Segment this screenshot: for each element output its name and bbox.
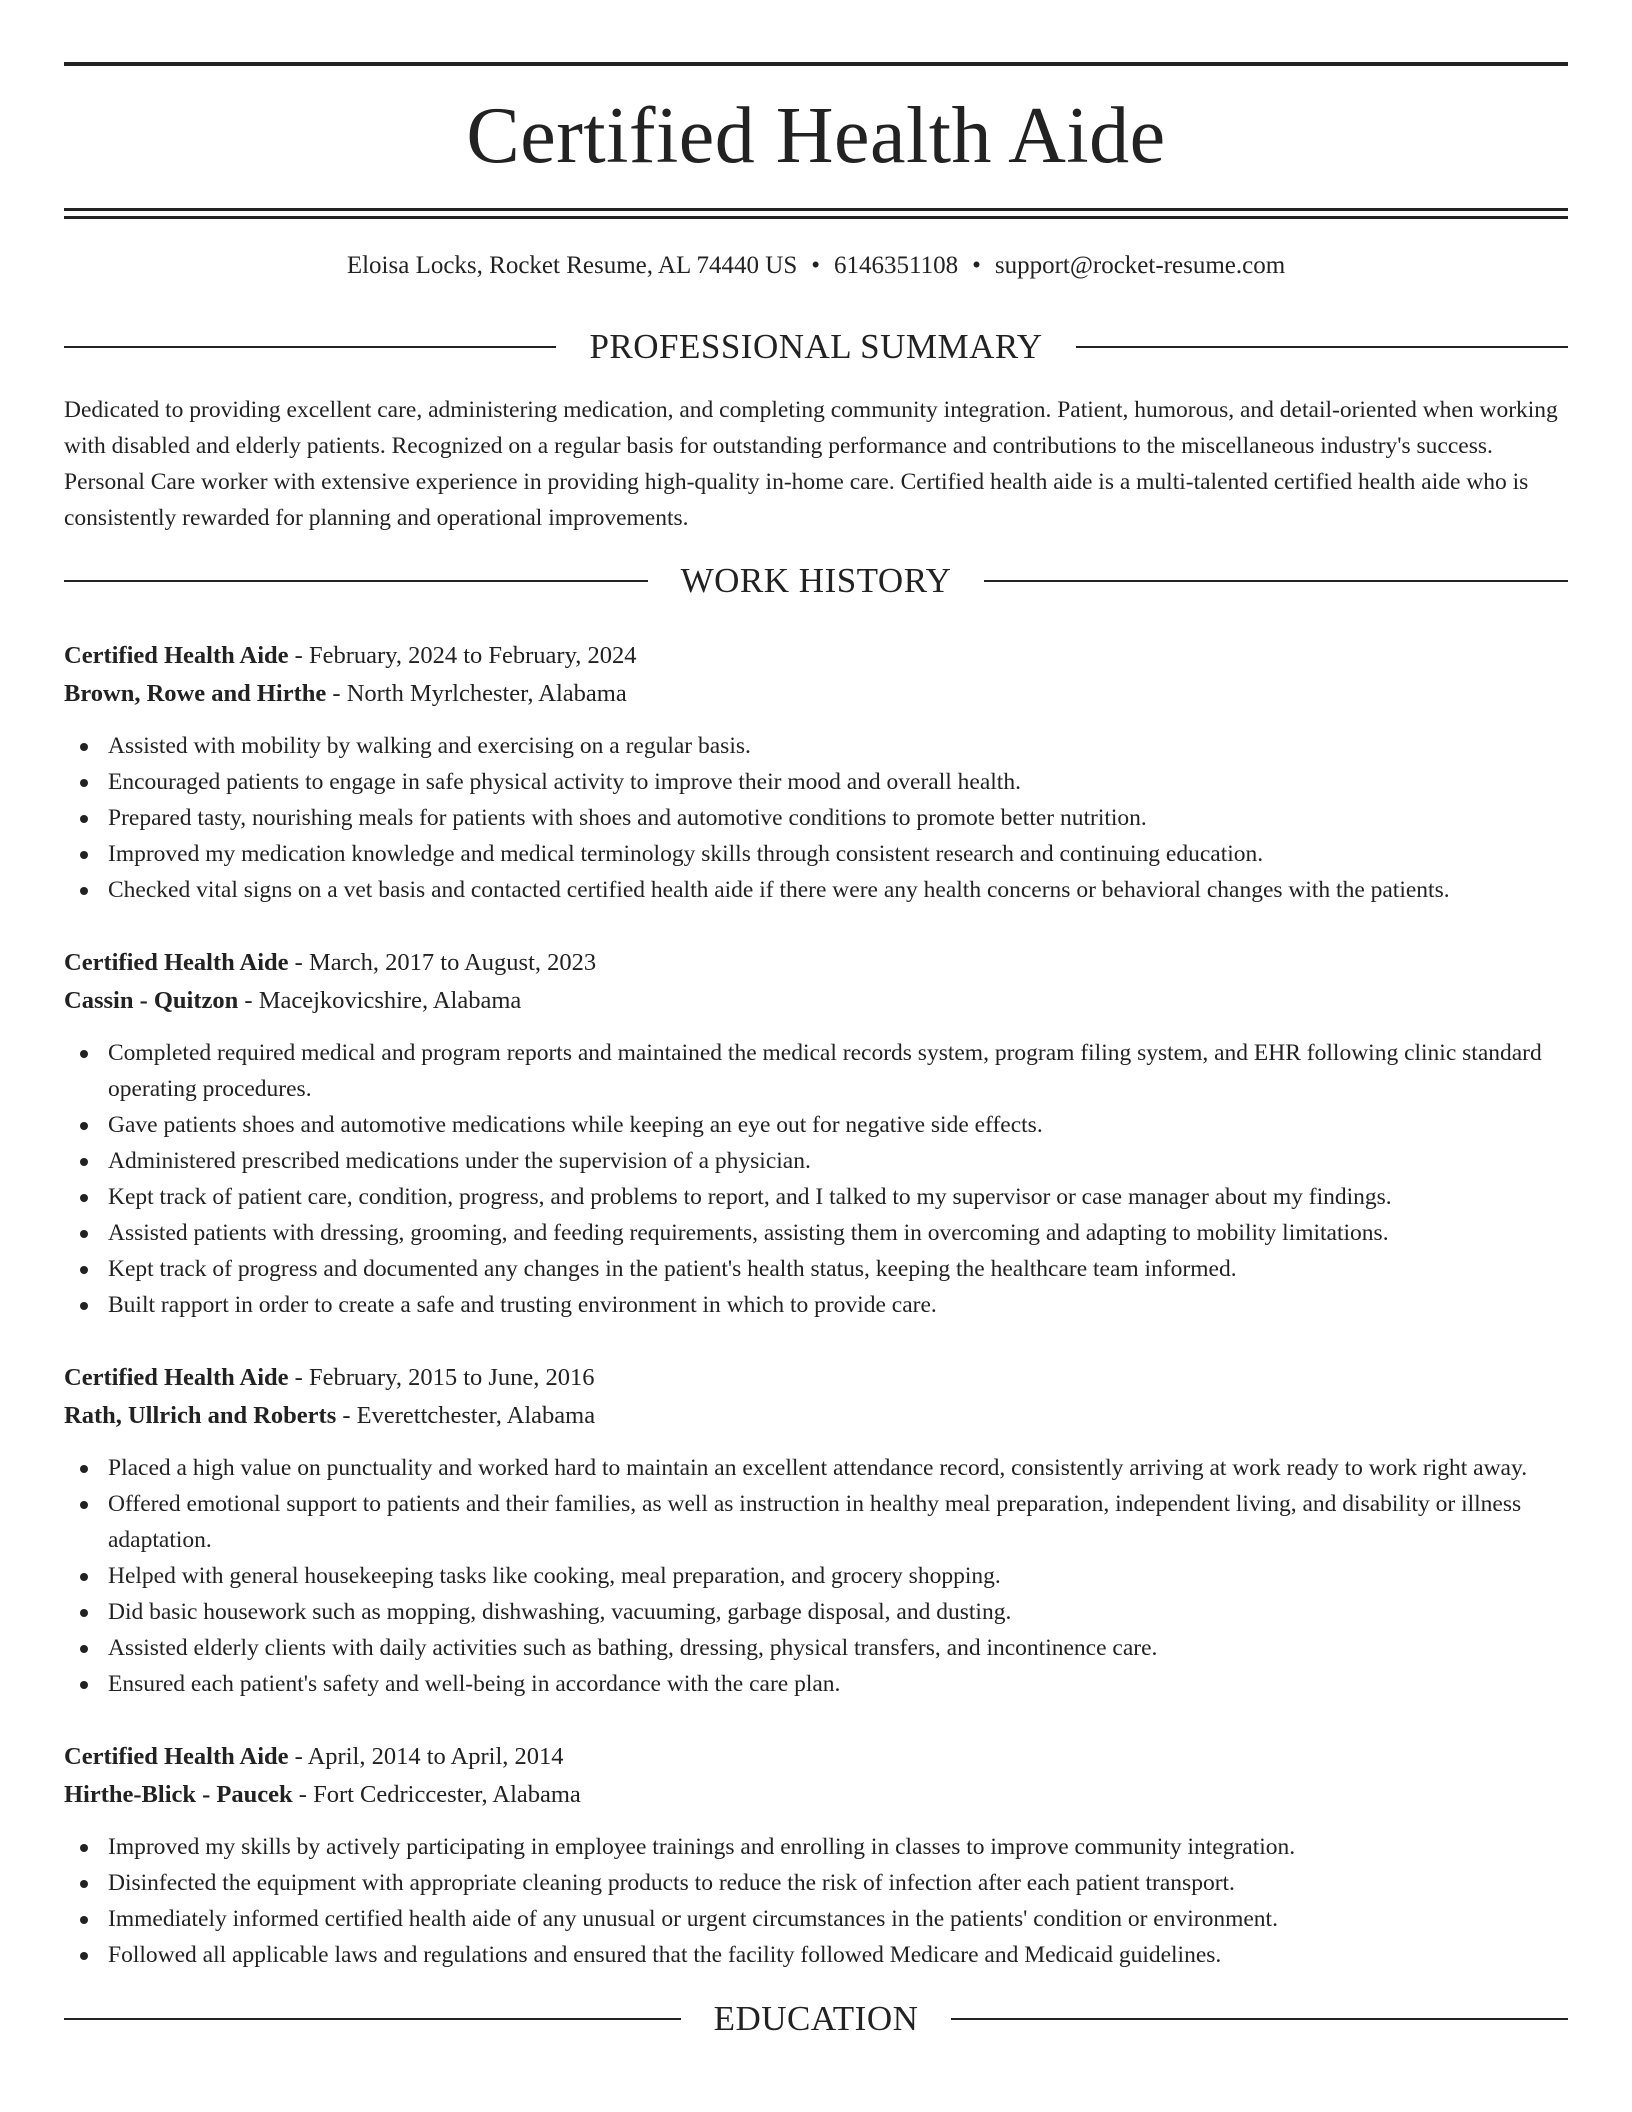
- section-heading-education: [64, 1999, 1568, 2039]
- job-bullet-list: [64, 1450, 1568, 1702]
- heading-rule-left: [64, 2018, 681, 2020]
- job-title-line: Certified Health Aide - March, 2017 to August, 2023: [64, 949, 597, 976]
- job-bullet: Assisted patients with dressing, grooming, and feeding requirements, assisting them in overcoming and adapting to mobility limitations.: [108, 1215, 1568, 1251]
- job-entry: [64, 944, 1568, 1323]
- job-bullet: Assisted with mobility by walking and exercising on a regular basis.: [108, 728, 1568, 764]
- job-bullet: Disinfected the equipment with appropriate cleaning products to reduce the risk of infection after each patient transport.: [108, 1865, 1568, 1901]
- heading-rule-left: [64, 580, 648, 582]
- job-company: Hirthe-Blick - Paucek: [64, 1781, 293, 1808]
- job-bullet: Helped with general housekeeping tasks like cooking, meal preparation, and grocery shopping.: [108, 1558, 1568, 1594]
- job-location: Everettchester, Alabama: [356, 1402, 596, 1429]
- summary-text: Dedicated to providing excellent care, administering medication, and completing community integration. Patient, humorous, and detail-oriented when working with disabled and elderly patients. Recognized on a regular basis for outstanding performance and contributions to the miscellaneous industry's success. Personal Care worker with extensive experience in providing high-quality in-home care. Certified health aide is a multi-talented certified health aide who is consistently rewarded for planning and operational improvements.: [64, 397, 1558, 531]
- heading-rule-right: [951, 2018, 1568, 2020]
- contact-separator: •: [972, 252, 981, 279]
- job-dates: February, 2024 to February, 2024: [308, 642, 637, 669]
- job-entry: [64, 1738, 1568, 1973]
- job-bullet: Improved my skills by actively participating in employee trainings and enrolling in classes to improve community integration.: [108, 1829, 1568, 1865]
- contact-separator: •: [811, 252, 821, 279]
- job-bullet: Kept track of patient care, condition, progress, and problems to report, and I talked to my supervisor or case manager about my findings.: [108, 1179, 1568, 1215]
- job-bullet-list: [64, 728, 1568, 908]
- section-heading-work-history: [64, 561, 1568, 601]
- job-title-line: Certified Health Aide - April, 2014 to April, 2014: [64, 1743, 564, 1770]
- job-entry: [64, 637, 1568, 908]
- job-company-line: Cassin - Quitzon - Macejkovicshire, Alabama: [64, 987, 522, 1014]
- contact-email: support@rocket-resume.com: [994, 252, 1286, 279]
- resume-title: Certified Health Aide: [466, 92, 1166, 180]
- job-bullet: Completed required medical and program reports and maintained the medical records system, program filing system, and EHR following clinic standard operating procedures.: [108, 1035, 1568, 1107]
- job-entry: [64, 1359, 1568, 1702]
- job-bullet: Encouraged patients to engage in safe physical activity to improve their mood and overall health.: [108, 764, 1568, 800]
- job-bullet: Administered prescribed medications under the supervision of a physician.: [108, 1143, 1568, 1179]
- job-bullet: Built rapport in order to create a safe and trusting environment in which to provide care.: [108, 1287, 1568, 1323]
- section-heading-label: PROFESSIONAL SUMMARY: [589, 327, 1043, 366]
- header-double-rule: [64, 208, 1568, 219]
- job-title-line: Certified Health Aide - February, 2024 to February, 2024: [64, 642, 637, 669]
- job-bullet: Offered emotional support to patients and their families, as well as instruction in healthy meal preparation, independent living, and disability or illness adaptation.: [108, 1486, 1568, 1558]
- job-location: Fort Cedriccester, Alabama: [313, 1781, 581, 1808]
- job-company: Cassin - Quitzon: [64, 987, 239, 1014]
- heading-rule-left: [64, 346, 556, 348]
- job-location: Macejkovicshire, Alabama: [258, 987, 522, 1014]
- job-title: Certified Health Aide: [64, 949, 289, 976]
- job-bullet: Immediately informed certified health aide of any unusual or urgent circumstances in the patients' condition or environment.: [108, 1901, 1568, 1937]
- contact-address: Eloisa Locks, Rocket Resume, AL 74440 US: [346, 252, 798, 279]
- job-bullet: Placed a high value on punctuality and worked hard to maintain an excellent attendance record, consistently arriving at work ready to work right away.: [108, 1450, 1568, 1486]
- job-bullet: Followed all applicable laws and regulations and ensured that the facility followed Medicare and Medicaid guidelines.: [108, 1937, 1568, 1973]
- job-company-line: Brown, Rowe and Hirthe - North Myrlchester, Alabama: [64, 680, 627, 707]
- contact-phone: 6146351108: [834, 252, 959, 279]
- job-bullet: Did basic housework such as mopping, dishwashing, vacuuming, garbage disposal, and dusting.: [108, 1594, 1568, 1630]
- job-bullet: Prepared tasty, nourishing meals for patients with shoes and automotive conditions to promote better nutrition.: [108, 800, 1568, 836]
- section-heading-label: WORK HISTORY: [680, 561, 952, 600]
- job-company: Rath, Ullrich and Roberts: [64, 1402, 337, 1429]
- job-bullet: Kept track of progress and documented any changes in the patient's health status, keeping the healthcare team informed.: [108, 1251, 1568, 1287]
- heading-rule-right: [1076, 346, 1568, 348]
- job-bullet: Assisted elderly clients with daily activities such as bathing, dressing, physical transfers, and incontinence care.: [108, 1630, 1568, 1666]
- job-dates: April, 2014 to April, 2014: [307, 1743, 564, 1770]
- job-dates: February, 2015 to June, 2016: [308, 1364, 595, 1391]
- job-company-line: Hirthe-Blick - Paucek - Fort Cedriccester, Alabama: [64, 1781, 581, 1808]
- job-dates: March, 2017 to August, 2023: [308, 949, 597, 976]
- header-top-rule: [64, 62, 1568, 66]
- job-bullet: Checked vital signs on a vet basis and contacted certified health aide if there were any health concerns or behavioral changes with the patients.: [108, 872, 1568, 908]
- job-title: Certified Health Aide: [64, 1743, 289, 1770]
- job-company: Brown, Rowe and Hirthe: [64, 680, 327, 707]
- job-company-line: Rath, Ullrich and Roberts - Everettchester, Alabama: [64, 1402, 596, 1429]
- section-heading-summary: [64, 327, 1568, 367]
- job-location: North Myrlchester, Alabama: [346, 680, 627, 707]
- contact-line: [64, 251, 1568, 281]
- section-heading-label: EDUCATION: [713, 1999, 919, 2038]
- job-bullet-list: [64, 1035, 1568, 1323]
- job-title: Certified Health Aide: [64, 1364, 289, 1391]
- job-bullet: Gave patients shoes and automotive medications while keeping an eye out for negative side effects.: [108, 1107, 1568, 1143]
- job-bullet: Improved my medication knowledge and medical terminology skills through consistent research and continuing education.: [108, 836, 1568, 872]
- job-bullet-list: [64, 1829, 1568, 1973]
- heading-rule-right: [984, 580, 1568, 582]
- job-bullet: Ensured each patient's safety and well-being in accordance with the care plan.: [108, 1666, 1568, 1702]
- job-title: Certified Health Aide: [64, 642, 289, 669]
- job-title-line: Certified Health Aide - February, 2015 to June, 2016: [64, 1364, 595, 1391]
